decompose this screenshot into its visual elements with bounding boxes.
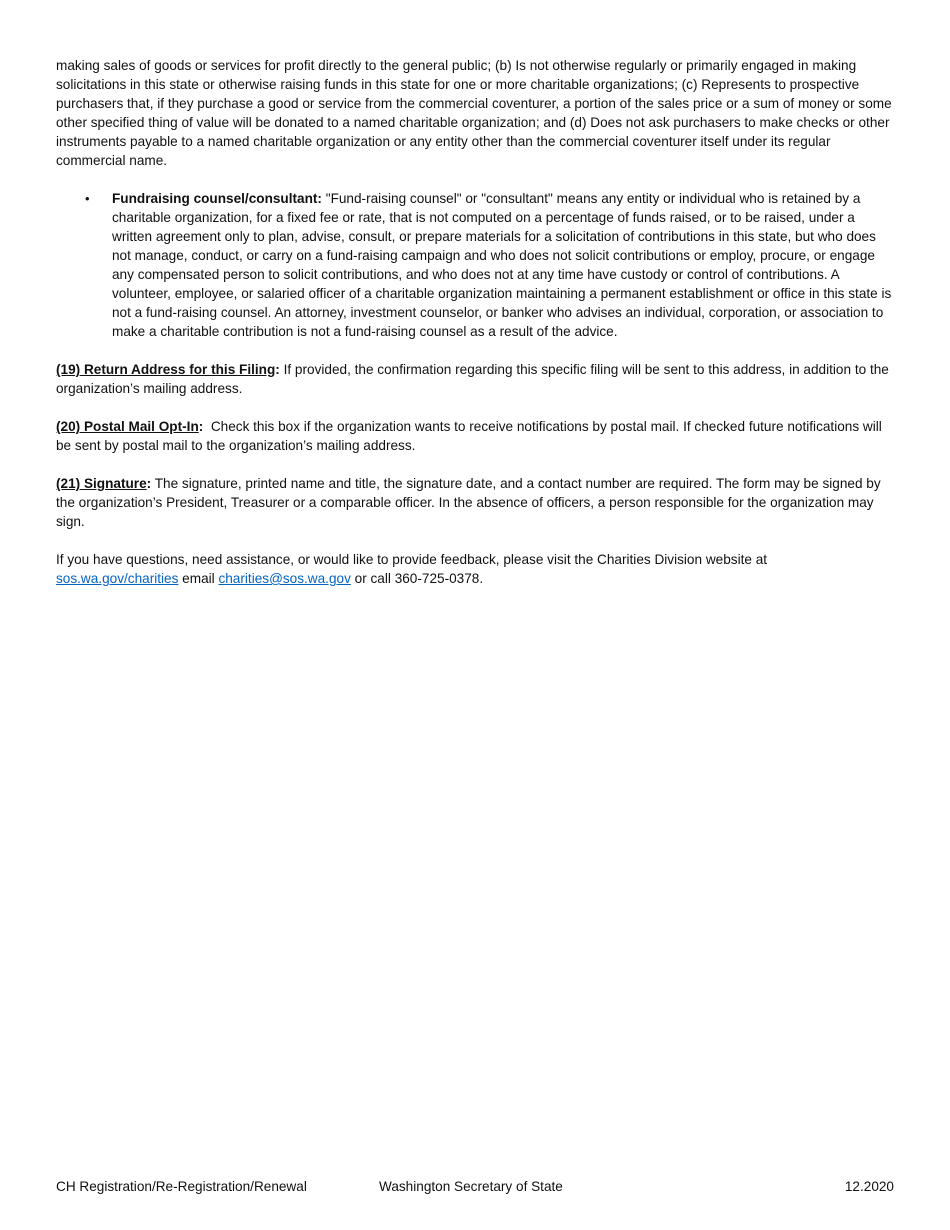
section-text: If provided, the confirmation regarding this specific filing will be sent to this address, in addition to the organization’s mailing address. <box>56 362 889 396</box>
footer-agency: Washington Secretary of State <box>379 1179 563 1194</box>
section-colon: : <box>146 476 152 491</box>
section-colon: : <box>198 419 204 434</box>
section-colon: : <box>275 362 280 377</box>
section-label: (19) Return Address for this Filing <box>56 362 276 377</box>
section-text: Check this box if the organization wants to receive notifications by postal mail. If checked future notifications will be sent by postal mail to the organization’s mailing address. <box>56 419 886 453</box>
page-footer <box>56 1177 894 1196</box>
call-text: or call 360-725-0378. <box>350 571 484 586</box>
charities-website-link[interactable]: sos.wa.gov/charities <box>56 571 179 586</box>
footer-form-name: CH Registration/Re-Registration/Renewal <box>56 1179 307 1194</box>
commercial-coventurer-continuation: making sales of goods or services for profit directly to the general public; (b) Is not otherwise regularly or primarily engaged in making solicitations in this state or otherwise raising funds in this state for one or more charitable organizations; (c) Represents to prospective purchasers that, if they purchase a good or service from the commercial coventurer, a portion of the sales price or a sum of money or some other specified thing of value will be donated to a named charitable organization; and (d) Does not ask purchasers to make checks or other instruments payable to a named charitable organization or any entity other than the commercial coventurer itself under its regular commercial name. <box>56 58 892 168</box>
bullet-text: "Fund-raising counsel" or "consultant" means any entity or individual who is retained by a charitable organization, for a fixed fee or rate, that is not computed on a percentage of funds raised, or to be raised, under a written agreement only to plan, advise, consult, or prepare materials for a solicitation of contributions in this state, but who does not manage, conduct, or carry on a fund-raising campaign and who does not solicit contributions or employ, procure, or engage any compensated person to solicit contributions, and who does not at any time have custody or control of contributions. A volunteer, employee, or salaried officer of a charitable organization maintaining a permanent establishment or office in this state is not a fund-raising counsel. An attorney, investment counselor, or banker who advises an individual, corporation, or association to make a charitable contribution is not a fund-raising counsel as a result of the advice. <box>112 191 892 339</box>
section-return-address <box>56 360 894 398</box>
document-page <box>56 56 894 588</box>
bullet-icon: • <box>85 191 90 206</box>
contact-intro: If you have questions, need assistance, or would like to provide feedback, please visit the Charities Division website at <box>56 552 768 567</box>
bullet-term: Fundraising counsel/consultant: <box>112 191 322 206</box>
section-label: (21) Signature <box>56 476 147 491</box>
charities-email-link[interactable]: charities@sos.wa.gov <box>218 571 351 586</box>
contact-paragraph <box>56 550 894 588</box>
section-postal-mail-opt-in <box>56 417 894 455</box>
email-word: email <box>178 571 219 586</box>
section-text: The signature, printed name and title, the signature date, and a contact number are required. The form may be signed by the organization’s President, Treasurer or a comparable officer. In the absence of officers, a person responsible for the organization may sign. <box>56 476 881 529</box>
footer-revision-date: 12.2020 <box>844 1179 894 1194</box>
section-label: (20) Postal Mail Opt-In <box>56 419 199 434</box>
fundraising-counsel-bullet <box>85 189 894 341</box>
section-signature <box>56 474 894 531</box>
